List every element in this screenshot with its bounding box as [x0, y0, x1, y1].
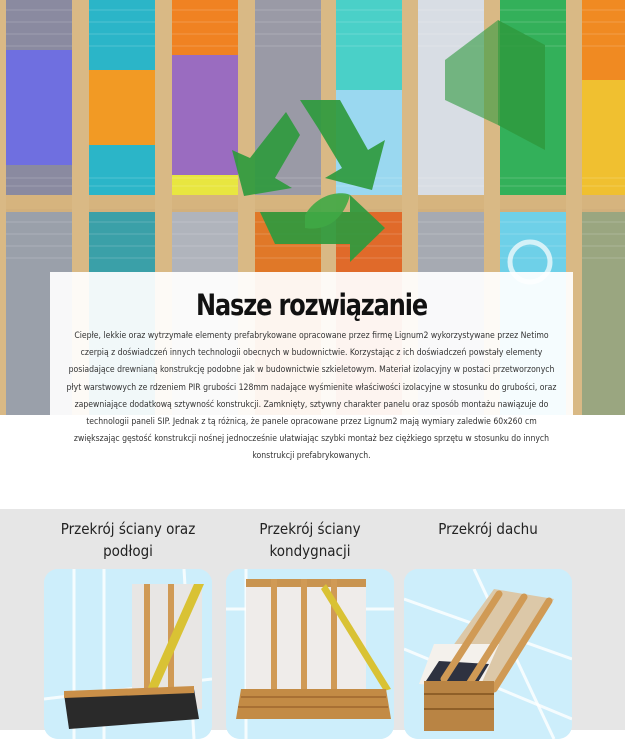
- section-label: Przekrój ściany kondygnacji: [259, 520, 361, 560]
- section-image[interactable]: [44, 569, 212, 739]
- section-label: Przekrój ściany oraz podłogi: [60, 520, 196, 560]
- solution-card: [50, 272, 573, 485]
- section-wall-storey[interactable]: [226, 509, 394, 564]
- section-roof[interactable]: [404, 509, 572, 564]
- section-wall-floor[interactable]: [44, 509, 212, 564]
- page-title: Nasze rozwiązanie: [195, 288, 428, 322]
- solution-description: Ciepłe, lekkie oraz wytrzymałe elementy prefabrykowane opracowane przez firmę Lignum2 wykorzystywane przez Netimo czerpią z doświadczeń innych technologii obecnych w budownictwie. Korzystając z ich doświadczeń powstały elementy posiadające drewnianą konstrukcję podobne jak w budownictwie szkieletowym. Materiał izolacyjny w postaci przetworzonych płyt warstwowych ze rdzeniem PIR grubości 128mm nadające wyśmienite właściwości izolacyjne w stosunku do grubości, oraz zapewniające dodatkową sztywność konstrukcji. Zamknięty, sztywny charakter panelu oraz sposób montażu nawiązuje do technologii paneli SIP. Jednak z tą różnicą, że panele opracowane przez Lignum2 mają wymiary zaledwie 60x260 cm zwiększając gęstość konstrukcji nośnej jednocześnie ułatwiając szybki montaż bez ciężkiego sprzętu w stosunku do innych konstrukcji prefabrykowanych.: [66, 331, 557, 462]
- section-label: Przekrój dachu: [438, 520, 538, 538]
- section-image[interactable]: [404, 569, 572, 739]
- cross-sections: [0, 509, 625, 730]
- section-image[interactable]: [226, 569, 394, 739]
